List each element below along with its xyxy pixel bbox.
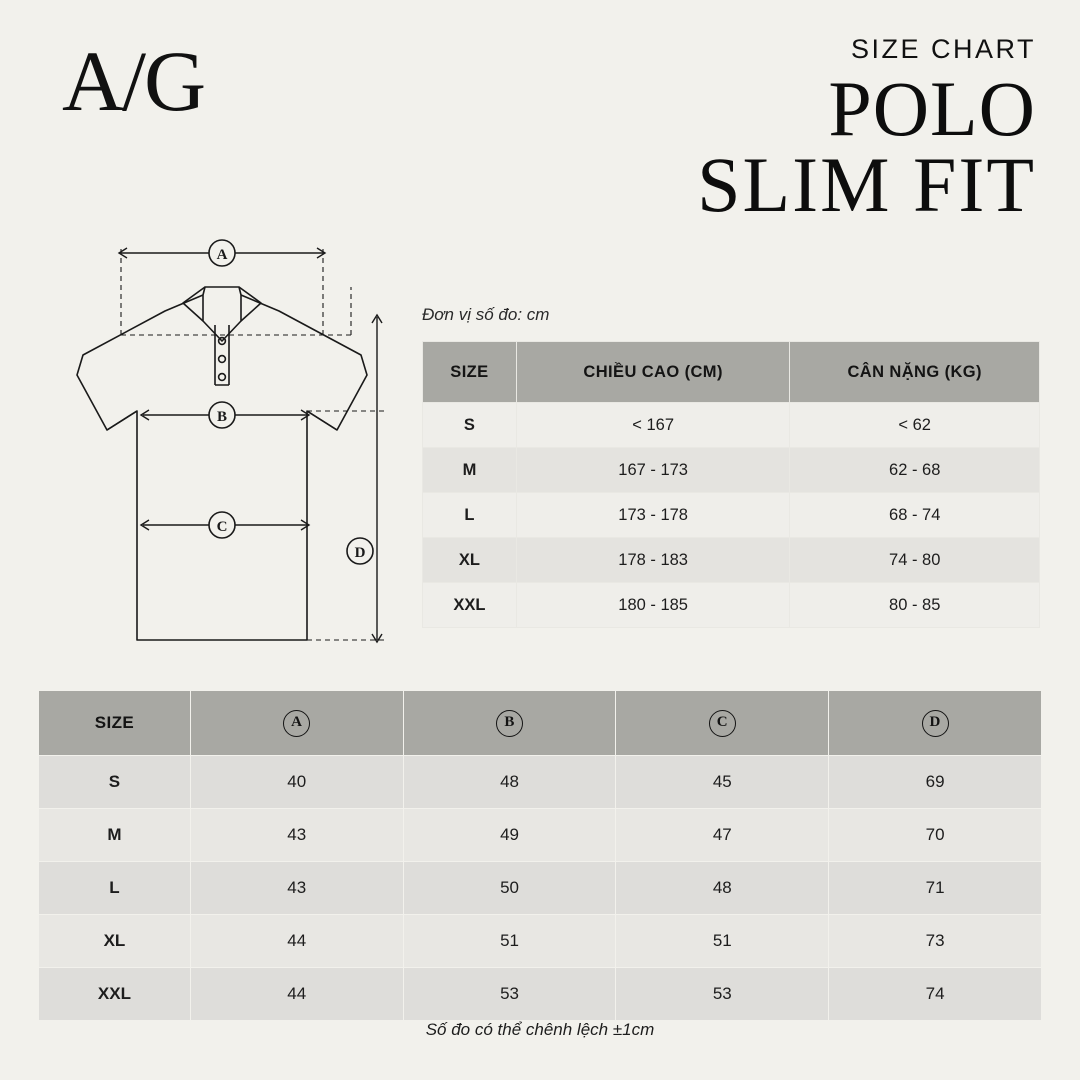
circle-mark-b: B	[496, 710, 523, 737]
diagram-mark-d: D	[354, 545, 366, 561]
cell-b: 53	[403, 968, 616, 1021]
table-row	[423, 583, 1040, 628]
cell-size: L	[423, 493, 517, 538]
cell-weight: 80 - 85	[790, 583, 1040, 628]
cell-a: 40	[190, 756, 403, 809]
column-header-weight: CÂN NẶNG (KG)	[790, 342, 1040, 403]
table-row	[423, 448, 1040, 493]
cell-b: 50	[403, 862, 616, 915]
cell-a: 44	[190, 915, 403, 968]
cell-d: 73	[829, 915, 1042, 968]
column-header-height: CHIỀU CAO (CM)	[516, 342, 790, 403]
table-header-row	[39, 691, 1042, 756]
diagram-mark-c: C	[216, 519, 228, 535]
circle-mark-a: A	[283, 710, 310, 737]
diagram-mark-b: B	[216, 409, 228, 425]
cell-d: 69	[829, 756, 1042, 809]
table-row	[423, 403, 1040, 448]
cell-size: XXL	[39, 968, 191, 1021]
diagram-mark-a: A	[216, 247, 228, 263]
cell-d: 71	[829, 862, 1042, 915]
table-row	[39, 862, 1042, 915]
brand-logo: A/G	[62, 33, 205, 129]
column-header-a	[190, 691, 403, 756]
eyebrow-label: SIZE CHART	[850, 34, 1036, 64]
cell-size: M	[423, 448, 517, 493]
cell-height: 178 - 183	[516, 538, 790, 583]
cell-a: 44	[190, 968, 403, 1021]
cell-size: S	[39, 756, 191, 809]
cell-c: 53	[616, 968, 829, 1021]
column-header-b	[403, 691, 616, 756]
height-weight-table	[422, 341, 1040, 628]
cell-c: 45	[616, 756, 829, 809]
cell-b: 49	[403, 809, 616, 862]
table-row	[39, 756, 1042, 809]
circle-mark-c: C	[709, 710, 736, 737]
cell-weight: 68 - 74	[790, 493, 1040, 538]
cell-size: XL	[423, 538, 517, 583]
cell-height: 167 - 173	[516, 448, 790, 493]
column-header-size: SIZE	[423, 342, 517, 403]
cell-d: 70	[829, 809, 1042, 862]
cell-height: 180 - 185	[516, 583, 790, 628]
cell-size: S	[423, 403, 517, 448]
circle-mark-d: D	[922, 710, 949, 737]
cell-a: 43	[190, 862, 403, 915]
polo-shirt-icon	[55, 225, 415, 675]
cell-weight: 74 - 80	[790, 538, 1040, 583]
cell-size: XXL	[423, 583, 517, 628]
cell-c: 47	[616, 809, 829, 862]
cell-b: 51	[403, 915, 616, 968]
page-title-line1: POLO	[828, 65, 1036, 152]
table-header-row	[423, 342, 1040, 403]
cell-size: L	[39, 862, 191, 915]
cell-height: < 167	[516, 403, 790, 448]
header-title-block	[697, 34, 1036, 228]
cell-a: 43	[190, 809, 403, 862]
cell-size: XL	[39, 915, 191, 968]
tolerance-footnote: Số đo có thể chênh lệch ±1cm	[425, 1020, 655, 1039]
table-row	[39, 968, 1042, 1021]
cell-c: 51	[616, 915, 829, 968]
garment-measurement-table	[38, 690, 1042, 1021]
table-row	[423, 538, 1040, 583]
cell-weight: 62 - 68	[790, 448, 1040, 493]
cell-c: 48	[616, 862, 829, 915]
cell-b: 48	[403, 756, 616, 809]
page-title-line2: SLIM FIT	[697, 140, 1036, 228]
cell-weight: < 62	[790, 403, 1040, 448]
table-row	[39, 915, 1042, 968]
polo-measurement-diagram	[55, 225, 415, 675]
table-row	[39, 809, 1042, 862]
page-title	[697, 65, 1036, 228]
cell-d: 74	[829, 968, 1042, 1021]
cell-height: 173 - 178	[516, 493, 790, 538]
column-header-size: SIZE	[39, 691, 191, 756]
table-row	[423, 493, 1040, 538]
unit-note: Đơn vị số đo: cm	[422, 305, 550, 324]
column-header-d	[829, 691, 1042, 756]
column-header-c	[616, 691, 829, 756]
cell-size: M	[39, 809, 191, 862]
